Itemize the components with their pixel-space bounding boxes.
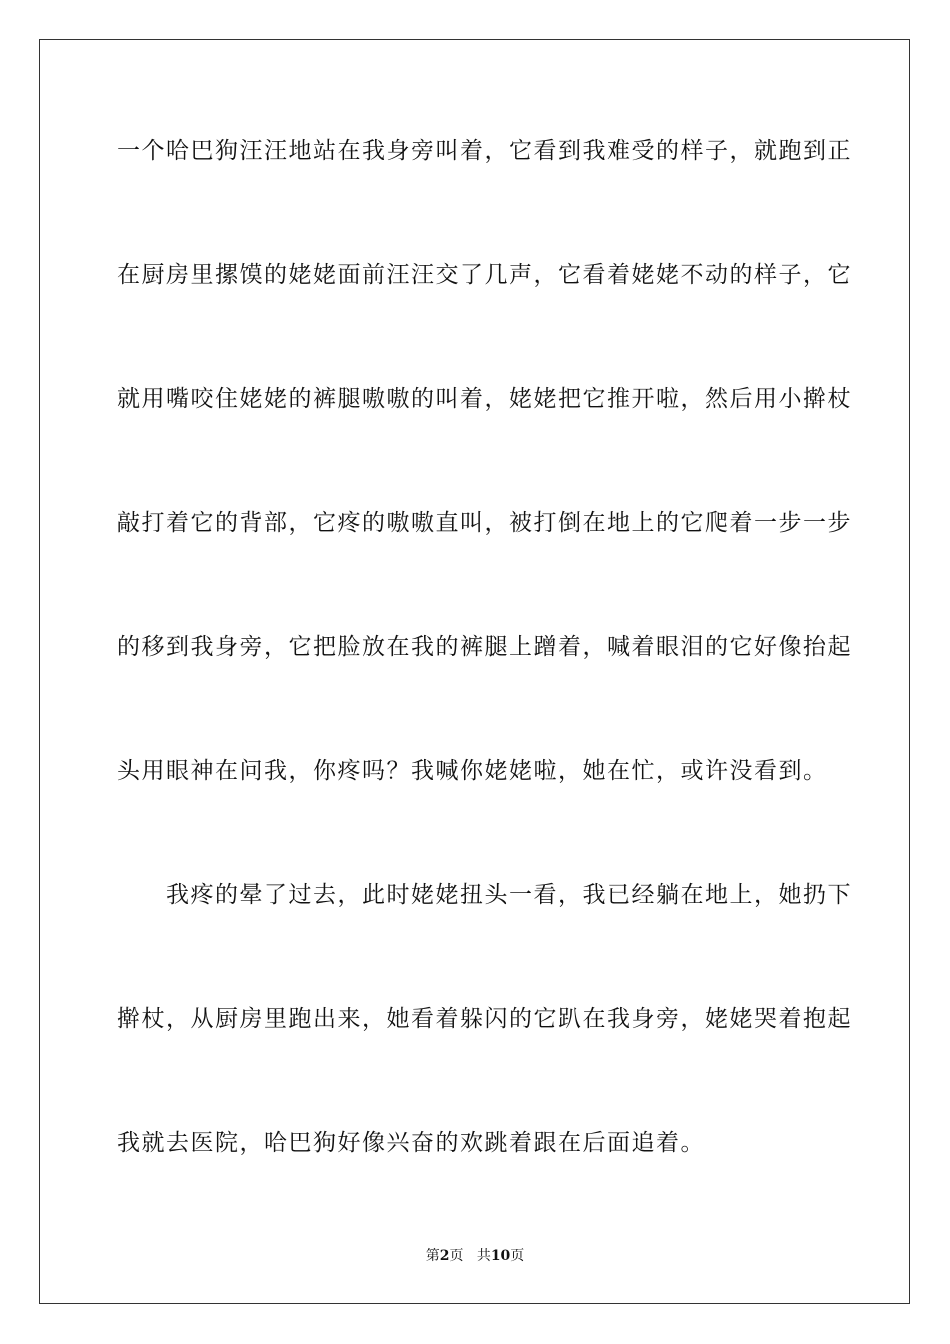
body-text-line: 敲打着它的背部，它疼的嗷嗷直叫，被打倒在地上的它爬着一步一步 [117, 510, 852, 536]
body-text-line: 头用眼神在问我，你疼吗？我喊你姥姥啦，她在忙，或许没看到。 [117, 758, 828, 784]
page-label-suffix: 页 [449, 1248, 464, 1264]
page-label-prefix: 第 [425, 1248, 440, 1264]
body-text-line: 一个哈巴狗汪汪地站在我身旁叫着，它看到我难受的样子，就跑到正 [117, 138, 852, 164]
body-text-line: 的移到我身旁，它把脸放在我的裤腿上蹭着，喊着眼泪的它好像抬起 [117, 634, 852, 660]
page-footer [0, 1247, 950, 1265]
body-text-line: 擀杖，从厨房里跑出来，她看着躲闪的它趴在我身旁，姥姥哭着抱起 [117, 1006, 852, 1032]
total-label-suffix: 页 [510, 1248, 525, 1264]
page-border [39, 39, 910, 1304]
page-number: 2 [439, 1248, 450, 1264]
body-text-line: 在厨房里摞馍的姥姥面前汪汪交了几声，它看着姥姥不动的样子，它 [117, 262, 852, 288]
total-pages: 10 [490, 1248, 511, 1264]
body-text-line: 就用嘴咬住姥姥的裤腿嗷嗷的叫着，姥姥把它推开啦，然后用小擀杖 [117, 386, 852, 412]
body-text-line: 我就去医院，哈巴狗好像兴奋的欢跳着跟在后面追着。 [117, 1130, 705, 1156]
total-label-prefix: 共 [476, 1248, 491, 1264]
body-text-line: 我疼的晕了过去，此时姥姥扭头一看，我已经躺在地上，她扔下 [117, 882, 852, 908]
